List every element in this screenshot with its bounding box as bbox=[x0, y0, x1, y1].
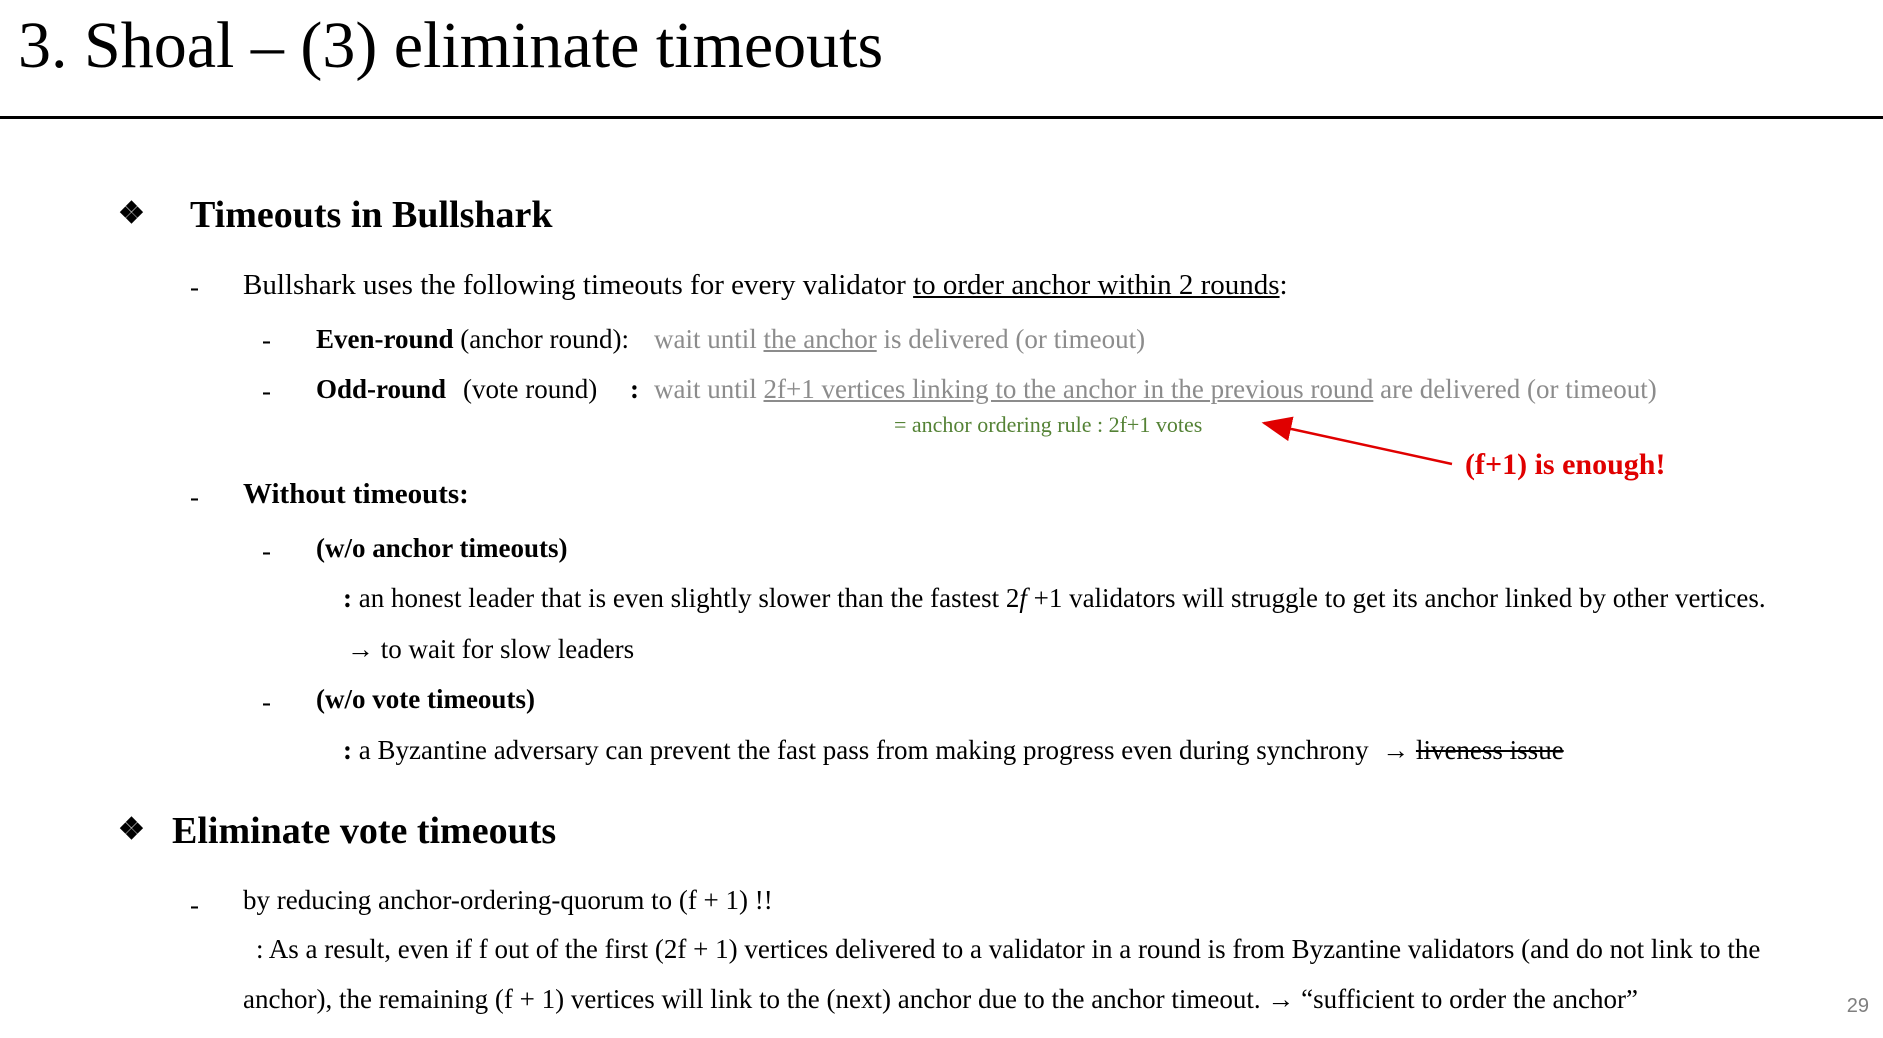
dash-bullet: - bbox=[262, 536, 271, 566]
page-number: 29 bbox=[1846, 995, 1869, 1017]
dash-bullet: - bbox=[190, 272, 199, 302]
even-round-paren: (anchor round): bbox=[453, 324, 629, 354]
even-round-label: Even-round bbox=[316, 324, 454, 354]
odd-pre: wait until bbox=[654, 374, 764, 404]
dash-bullet: - bbox=[262, 687, 271, 717]
wo-vote-heading: (w/o vote timeouts) bbox=[316, 684, 535, 714]
wo-anchor-description bbox=[343, 583, 1766, 614]
odd-round-paren: (vote round) bbox=[463, 374, 598, 404]
intro-text: Bullshark uses the following timeouts for every validator bbox=[243, 269, 914, 301]
wo-anchor-result bbox=[347, 634, 634, 665]
wo-vote-description bbox=[343, 735, 1564, 766]
dash-bullet: - bbox=[262, 376, 271, 406]
dash-bullet: - bbox=[190, 890, 199, 920]
wo-vote-text: a Byzantine adversary can prevent the fast pass from making progress even during synchrony bbox=[352, 735, 1369, 765]
dash-bullet: - bbox=[190, 482, 199, 512]
wo-anchor-f: f bbox=[1019, 583, 1027, 613]
even-post: is delivered (or timeout) bbox=[876, 324, 1146, 354]
odd-round-label: Odd-round bbox=[316, 374, 447, 404]
four-diamond-bullet-icon: ❖ bbox=[118, 197, 145, 230]
section-heading-eliminate: Eliminate vote timeouts bbox=[172, 810, 557, 852]
wo-anchor-colon: : bbox=[343, 583, 352, 613]
result-line-2: anchor), the remaining (f + 1) vertices will link to the (next) anchor due to the anchor timeout. → “sufficient to order the anchor” bbox=[243, 984, 1638, 1014]
result-line-1: : As a result, even if f out of the first (2f + 1) vertices delivered to a validator in a round is from Byzantine validators (and do not link to the bbox=[256, 934, 1761, 964]
odd-round-colon: : bbox=[630, 374, 639, 404]
right-arrow-icon: → bbox=[1382, 735, 1410, 765]
slide-title: 3. Shoal – (3) eliminate timeouts bbox=[18, 9, 884, 82]
odd-link: 2f+1 vertices linking to the anchor in the previous round bbox=[763, 374, 1374, 404]
reduce-quorum-line: by reducing anchor-ordering-quorum to (f + 1) !! bbox=[243, 885, 773, 915]
anchor-ordering-note: = anchor ordering rule : 2f+1 votes bbox=[894, 412, 1203, 437]
intro-underlined: to order anchor within 2 rounds bbox=[913, 269, 1280, 301]
f-plus-one-note: (f+1) is enough! bbox=[1465, 448, 1666, 481]
intro-colon: : bbox=[1279, 269, 1288, 301]
even-link: the anchor bbox=[763, 324, 877, 354]
even-pre: wait until bbox=[654, 324, 764, 354]
section-heading-timeouts: Timeouts in Bullshark bbox=[190, 194, 553, 236]
liveness-issue-struck: liveness issue bbox=[1415, 735, 1564, 765]
wo-anchor-result-text: to wait for slow leaders bbox=[374, 634, 635, 664]
dash-bullet: - bbox=[262, 325, 271, 355]
wo-anchor-text-1: an honest leader that is even slightly slower than the fastest 2 bbox=[352, 583, 1020, 613]
wo-anchor-text-2: +1 validators will struggle to get its anchor linked by other vertices. bbox=[1026, 583, 1766, 613]
wo-anchor-heading: (w/o anchor timeouts) bbox=[316, 533, 568, 563]
odd-post: are delivered (or timeout) bbox=[1373, 374, 1657, 404]
without-timeouts-heading: Without timeouts: bbox=[243, 478, 469, 510]
four-diamond-bullet-icon: ❖ bbox=[118, 813, 145, 846]
wo-vote-colon: : bbox=[343, 735, 352, 765]
right-arrow-icon: → bbox=[347, 634, 374, 664]
